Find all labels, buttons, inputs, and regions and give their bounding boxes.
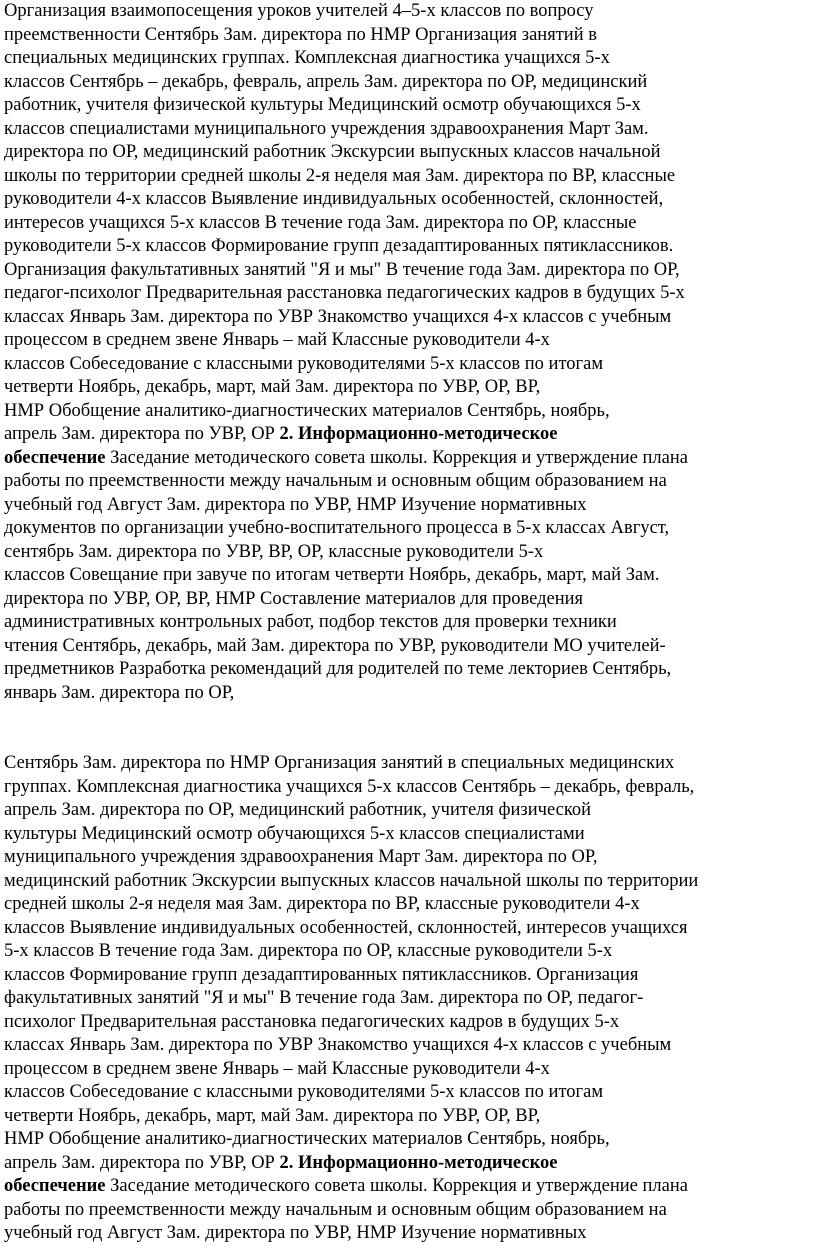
text-line: классах Январь Зам. директора по УВР Знакомство учащихся 4-х классов с учебным — [4, 1035, 672, 1055]
document-page — [4, 0, 814, 1246]
text-line: директора по ОР, медицинский работник Экскурсии выпускных классов начальной — [4, 142, 661, 162]
text-line: классов Выявление индивидуальных особенностей, склонностей, интересов учащихся — [4, 917, 688, 938]
text-block-2 — [4, 752, 814, 1246]
text-line: руководители 4-х классов Выявление индивидуальных особенностей, склонностей, — [4, 189, 664, 209]
text-line: классах Январь Зам. директора по УВР Знакомство учащихся 4-х классов с учебным — [4, 306, 672, 327]
text-line: руководители 5-х классов Формирование групп дезадаптированных пятиклассников. — [4, 236, 674, 256]
text-line: процессом в среднем звене Январь – май Классные руководители 4-х — [4, 1058, 550, 1079]
text-line: муниципального учреждения здравоохранения Март Зам. директора по ОР, — [4, 847, 598, 867]
text-segment: апрель Зам. директора по УВР, ОР — [4, 1152, 280, 1173]
text-line: учебный год Август Зам. директора по УВР, НМР Изучение нормативных — [4, 1223, 587, 1243]
text-line: специальных медицинских группах. Комплексная диагностика учащихся 5-х — [4, 48, 610, 68]
text-segment: Заседание методического совета школы. Коррекция и утверждение плана — [105, 447, 688, 468]
text-line: Организация взаимопосещения уроков учителей 4–5-х классов по вопросу — [4, 1, 594, 21]
text-line: НМР Обобщение аналитико-диагностических материалов Сентябрь, ноябрь, — [4, 1129, 610, 1149]
text-line: работы по преемственности между начальным и основным общим образованием на — [4, 471, 667, 491]
text-line — [4, 1175, 814, 1199]
text-line: январь Зам. директора по ОР, — [4, 682, 235, 703]
text-line: документов по организации учебно-воспитательного процесса в 5-х классах Август, — [4, 518, 670, 538]
text-line: классов Собеседование с классными руководителями 5-х классов по итогам — [4, 1082, 604, 1102]
paragraph-gap — [4, 705, 814, 752]
text-line: классов специалистами муниципального учреждения здравоохранения Март Зам. — [4, 118, 649, 139]
text-line: НМР Обобщение аналитико-диагностических материалов Сентябрь, ноябрь, — [4, 400, 610, 421]
text-line: процессом в среднем звене Январь – май Классные руководители 4-х — [4, 330, 550, 350]
text-line: Организация факультативных занятий "Я и мы" В течение года Зам. директора по ОР, — [4, 259, 680, 280]
text-line: классов Сентябрь – декабрь, февраль, апрель Зам. директора по ОР, медицинский — [4, 71, 648, 92]
text-line: педагог-психолог Предварительная расстановка педагогических кадров в будущих 5-х — [4, 283, 685, 303]
text-line: школы по территории средней школы 2-я неделя мая Зам. директора по ВР, классные — [4, 165, 676, 186]
text-line: директора по УВР, ОР, ВР, НМР Составление материалов для проведения — [4, 588, 584, 609]
text-line: классов Собеседование с классными руководителями 5-х классов по итогам — [4, 353, 604, 374]
text-line: преемственности Сентябрь Зам. директора по НМР Организация занятий в — [4, 24, 597, 45]
text-line: 5-х классов В течение года Зам. директора по ОР, классные руководители 5-х — [4, 941, 613, 961]
text-line — [4, 447, 814, 471]
text-line: четверти Ноябрь, декабрь, март, май Зам. директора по УВР, ОР, ВР, — [4, 377, 541, 397]
text-segment: апрель Зам. директора по УВР, ОР — [4, 424, 280, 444]
text-line: классов Формирование групп дезадаптированных пятиклассников. Организация — [4, 964, 639, 985]
section-heading: обеспечение — [4, 1176, 106, 1196]
text-line: чтения Сентябрь, декабрь, май Зам. директора по УВР, руководители МО учителей- — [4, 635, 666, 656]
text-line: классов Совещание при завуче по итогам четверти Ноябрь, декабрь, март, май Зам. — [4, 565, 660, 585]
text-line: предметников Разработка рекомендаций для родителей по теме лекториев Сентябрь, — [4, 659, 672, 679]
text-line: административных контрольных работ, подбор текстов для проверки техники — [4, 612, 617, 632]
text-line: Сентябрь Зам. директора по НМР Организация занятий в специальных медицинских — [4, 753, 675, 773]
text-line: психолог Предварительная расстановка педагогических кадров в будущих 5-х — [4, 1011, 620, 1032]
text-line: группах. Комплексная диагностика учащихся 5-х классов Сентябрь – декабрь, февраль, — [4, 776, 695, 797]
text-line: факультативных занятий "Я и мы" В течение года Зам. директора по ОР, педагог- — [4, 988, 644, 1008]
text-line: средней школы 2-я неделя мая Зам. директора по ВР, классные руководители 4-х — [4, 894, 640, 914]
text-block-1 — [4, 0, 814, 705]
text-line — [4, 1152, 814, 1176]
text-line: четверти Ноябрь, декабрь, март, май Зам. директора по УВР, ОР, ВР, — [4, 1105, 541, 1126]
text-segment: Заседание методического совета школы. Коррекция и утверждение плана — [105, 1176, 688, 1196]
section-heading: 2. Информационно-методическое — [279, 424, 558, 444]
section-heading: 2. Информационно-методическое — [279, 1152, 558, 1173]
text-line: сентябрь Зам. директора по УВР, ВР, ОР, классные руководители 5-х — [4, 541, 544, 562]
text-line — [4, 423, 814, 447]
text-line: работник, учителя физической культуры Медицинский осмотр обучающихся 5-х — [4, 95, 641, 115]
text-line: учебный год Август Зам. директора по УВР, НМР Изучение нормативных — [4, 494, 587, 515]
text-line: работы по преемственности между начальным и основным общим образованием на — [4, 1199, 667, 1220]
text-line: апрель Зам. директора по ОР, медицинский работник, учителя физической — [4, 800, 592, 820]
text-line: интересов учащихся 5-х классов В течение года Зам. директора по ОР, классные — [4, 212, 637, 233]
text-line: культуры Медицинский осмотр обучающихся 5-х классов специалистами — [4, 823, 585, 844]
section-heading: обеспечение — [4, 447, 106, 468]
text-line: медицинский работник Экскурсии выпускных классов начальной школы по территории — [4, 870, 699, 891]
